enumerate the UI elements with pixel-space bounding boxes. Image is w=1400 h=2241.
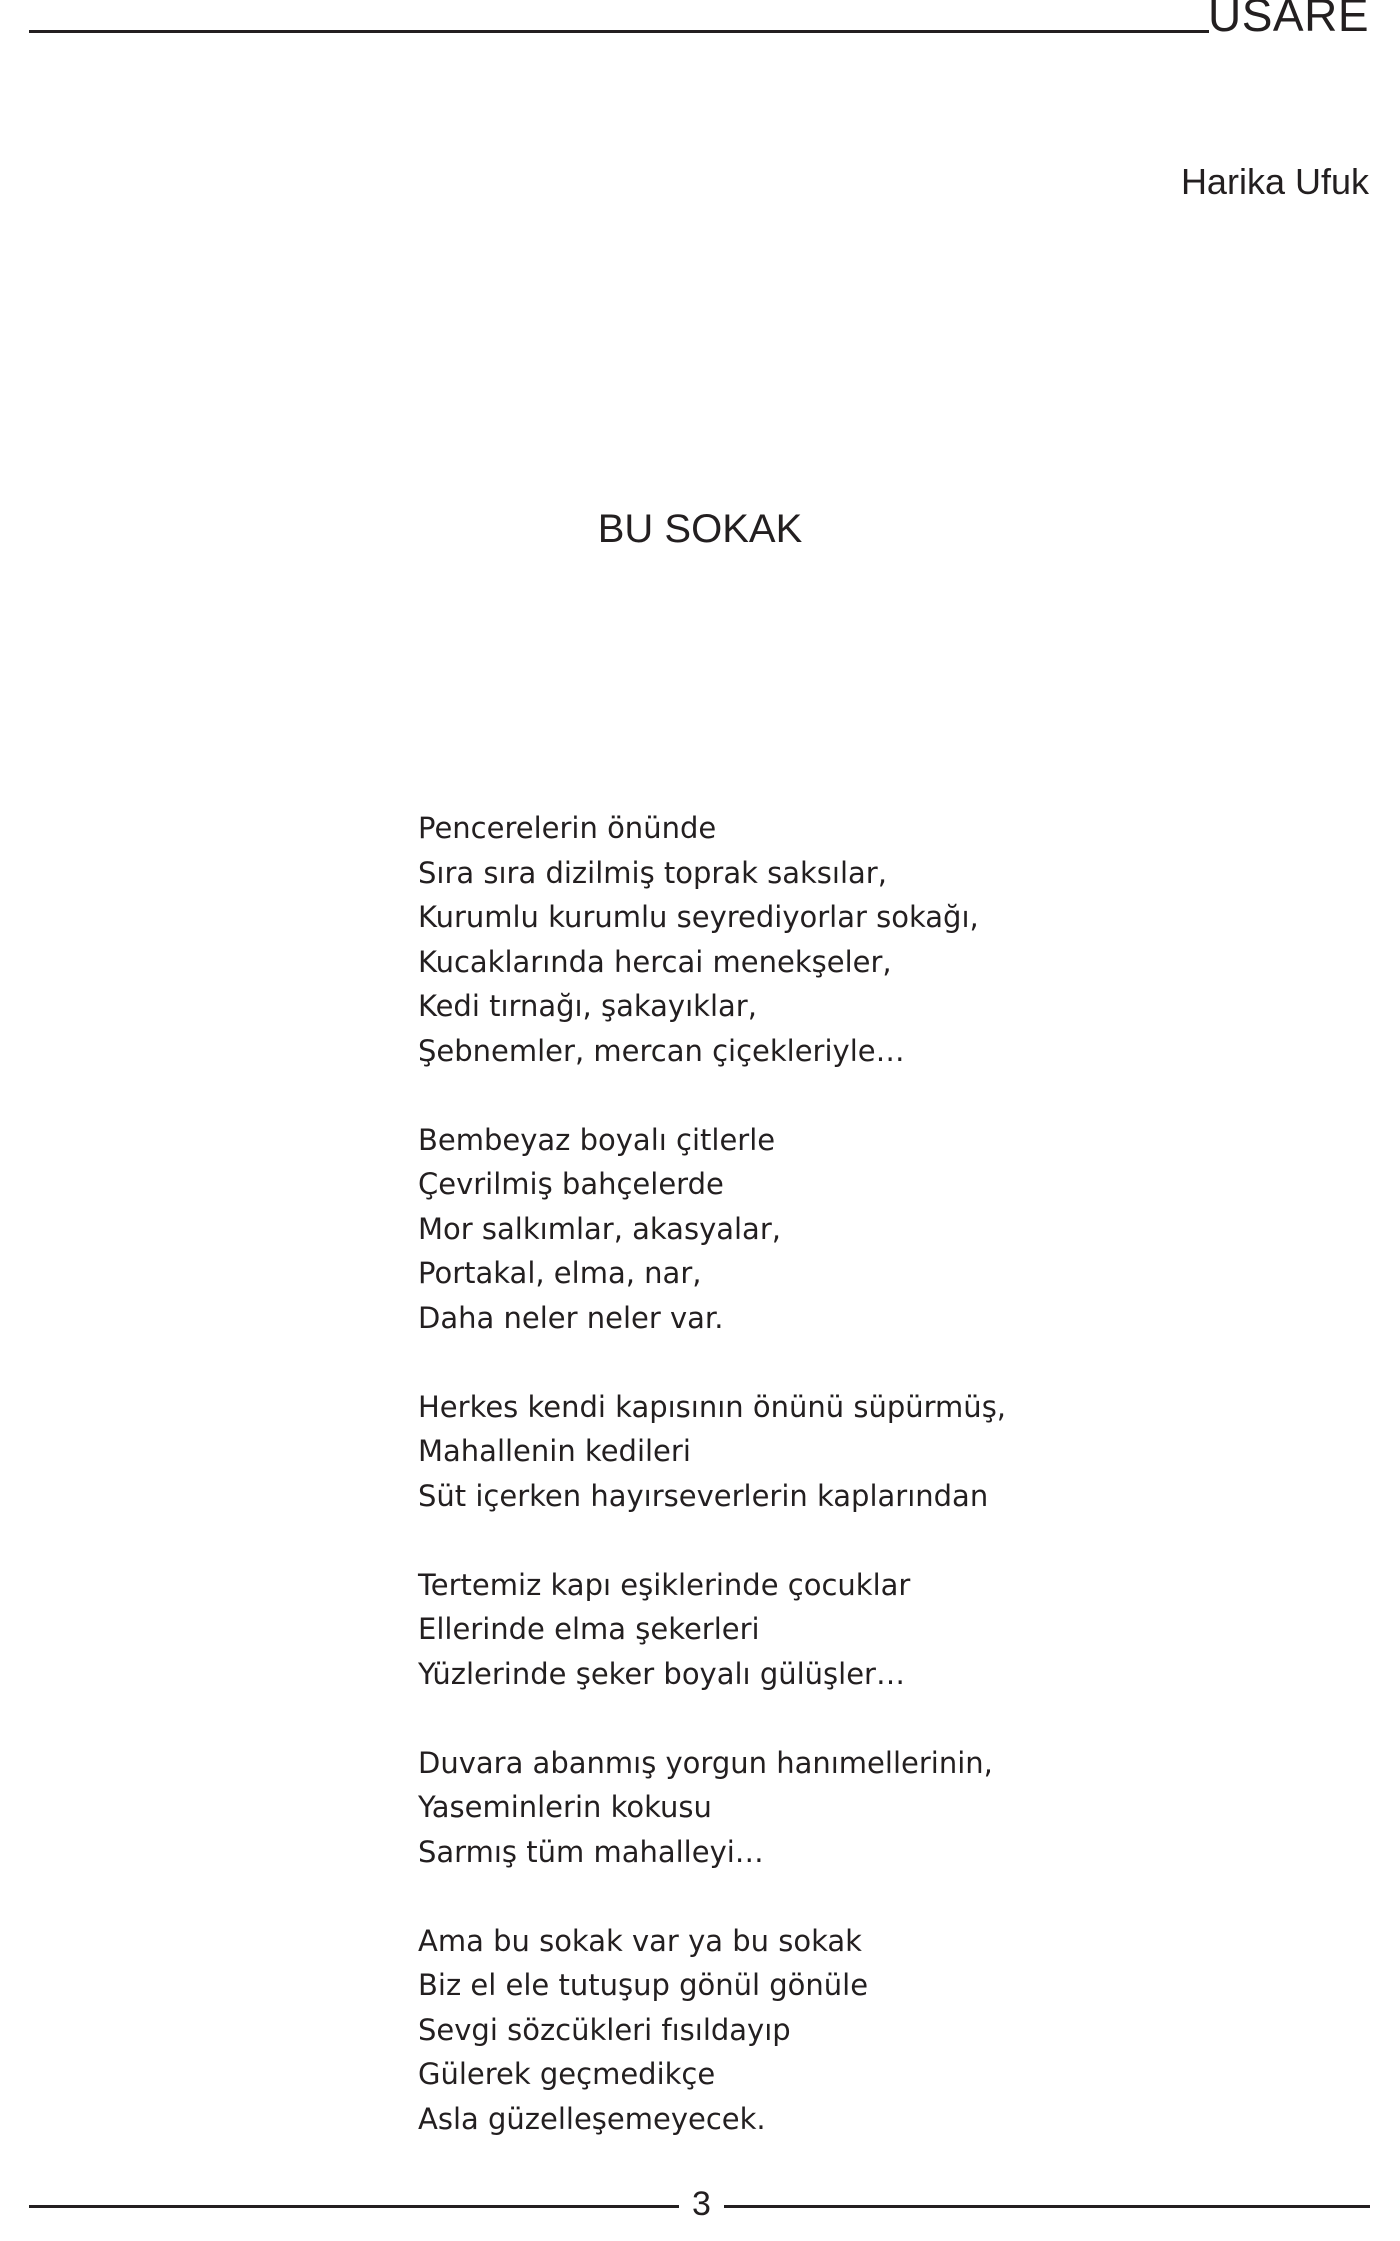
poem-stanza: [418, 1563, 1358, 1697]
poem-line: Kurumlu kurumlu seyrediyorlar sokağı,: [418, 900, 979, 934]
poem-stanza: [418, 806, 1358, 1073]
poem-line: Ama bu sokak var ya bu sokak: [418, 1923, 862, 1958]
poem-line: Kedi tırnağı, şakayıklar,: [418, 989, 757, 1023]
poem-line: Pencerelerin önünde: [418, 811, 717, 845]
poem-line: Tertemiz kapı eşiklerinde çocuklar: [418, 1567, 911, 1602]
poem-line: Mahallenin kedileri: [418, 1434, 691, 1468]
poem-line: Daha neler neler var.: [418, 1300, 724, 1335]
poem-line: Yaseminlerin kokusu: [418, 1790, 712, 1824]
poem-title: BU SOKAK: [597, 507, 803, 551]
magazine-name: USARE: [1208, 0, 1369, 41]
poem-stanza: [418, 1741, 1358, 1875]
footer-rule-right: [724, 2205, 1370, 2208]
poem-line: Çevrilmiş bahçelerde: [418, 1167, 724, 1201]
poem-line: Sıra sıra dizilmiş toprak saksılar,: [418, 855, 887, 890]
poem-line: Yüzlerinde şeker boyalı gülüşler…: [418, 1656, 905, 1691]
poem-line: Ellerinde elma şekerleri: [418, 1612, 760, 1646]
page-number: 3: [692, 2185, 711, 2223]
poem-line: Süt içerken hayırseverlerin kaplarından: [418, 1478, 989, 1513]
poem-line: Sevgi sözcükleri fısıldayıp: [418, 2012, 791, 2047]
author-name: Harika Ufuk: [1180, 161, 1369, 202]
footer-rule-left: [29, 2205, 679, 2208]
poem-line: Kucaklarında hercai menekşeler,: [418, 944, 892, 979]
poem-stanza: [418, 1118, 1358, 1341]
poem-body: [418, 806, 1358, 2141]
poem-line: Herkes kendi kapısının önünü süpürmüş,: [418, 1389, 1007, 1424]
poem-line: Biz el ele tutuşup gönül gönüle: [418, 1968, 869, 2002]
poem-stanza: [418, 1385, 1358, 1519]
poem-line: Şebnemler, mercan çiçekleriyle…: [418, 1033, 905, 1068]
poem-line: Portakal, elma, nar,: [418, 1256, 702, 1290]
poem-stanza: [418, 1919, 1358, 2142]
header-rule: [29, 30, 1209, 33]
poem-line: Duvara abanmış yorgun hanımellerinin,: [418, 1745, 993, 1780]
poem-line: Bembeyaz boyalı çitlerle: [418, 1122, 776, 1157]
poem-line: Gülerek geçmedikçe: [418, 2057, 716, 2091]
poem-line: Mor salkımlar, akasyalar,: [418, 1211, 781, 1246]
poem-line: Asla güzelleşemeyecek.: [418, 2101, 766, 2136]
poem-line: Sarmış tüm mahalleyi…: [418, 1834, 764, 1869]
